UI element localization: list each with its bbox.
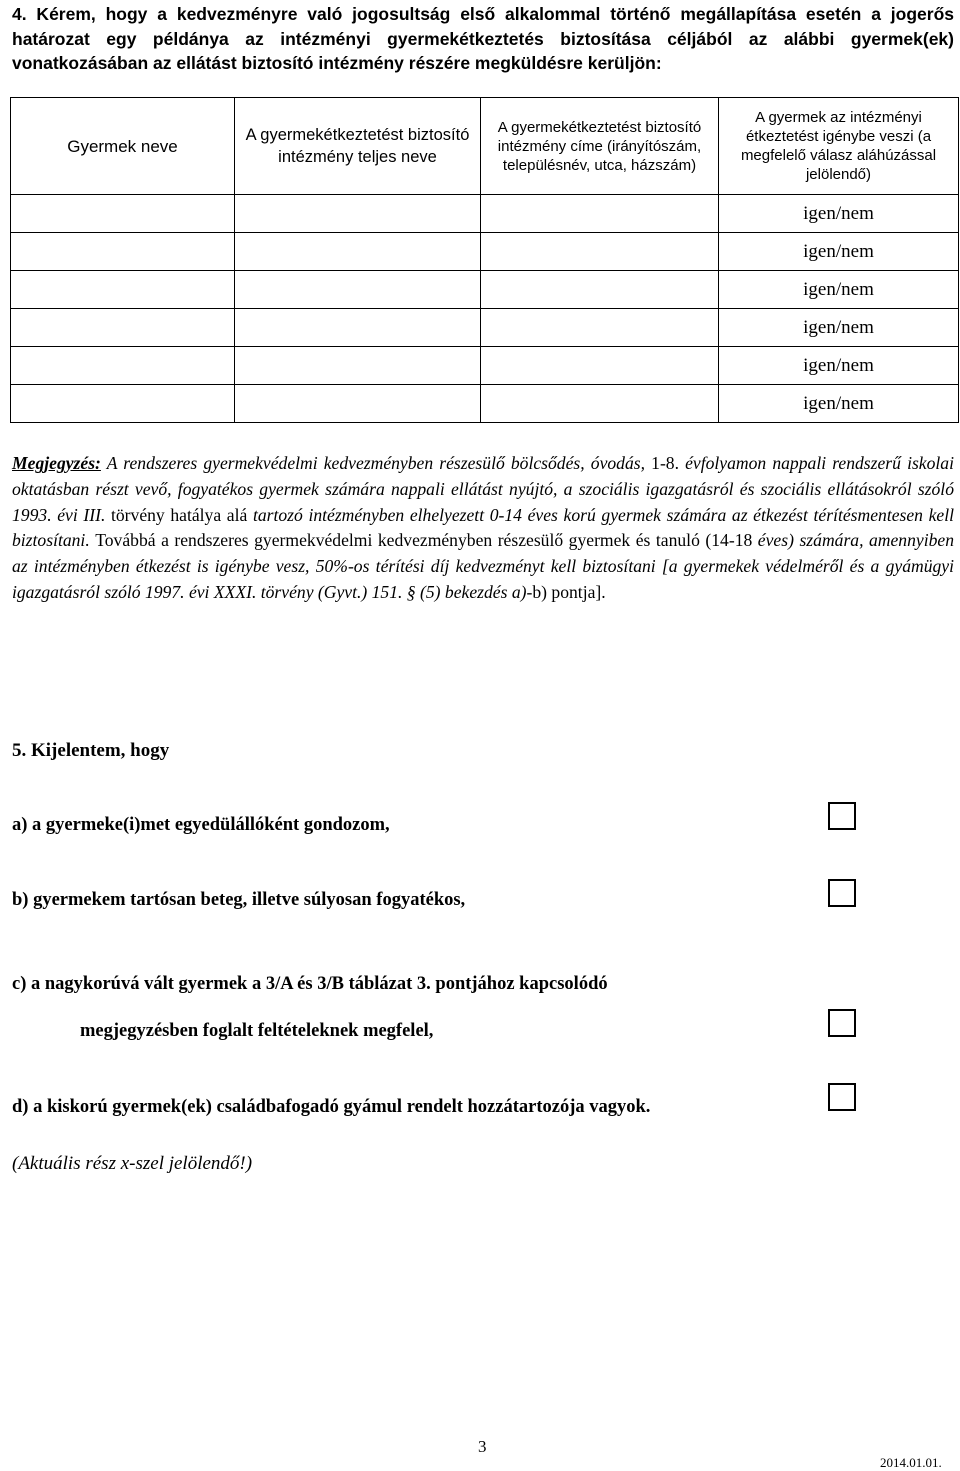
child-name-cell[interactable] (11, 233, 235, 271)
note-text: törvény hatálya alá (110, 504, 248, 525)
yes-no-cell[interactable]: igen/nem (719, 309, 959, 347)
note-text: Továbbá a rendszeres gyermekvédelmi kedvezményben részesülő gyermek és tanuló (14- (95, 530, 735, 551)
child-name-cell[interactable] (11, 347, 235, 385)
note-text: tartozó intézményben elhelyezett 0-14 éves korú gyermek számára az étkezést térítésmentesen kell biztosítani. (12, 504, 955, 551)
child-name-cell[interactable] (11, 385, 235, 423)
statement-a-checkbox[interactable] (828, 802, 856, 830)
header-institution-name: A gyermekétkeztetést biztosító intézmény teljes neve (235, 98, 481, 195)
section-4-heading: 4. Kérem, hogy a kedvezményre való jogosultság első alkalommal történő megállapítása esetén a jogerős határozat egy példánya az intézményi gyermekétkeztetés biztosítása céljából az alábbi gyermek(ek) vonatkozásában az ellátást biztosító intézmény részére megküldésre kerüljön: (12, 4, 954, 73)
header-child-name: Gyermek neve (11, 98, 235, 195)
note-text: évfolyamon nappali rendszerű iskolai oktatásban részt vevő, fogyatékos gyermek számára nappali ellátást nyújtó, a szociális igazgatásról és szociális ellátásokról szóló 1993. évi III. (12, 453, 954, 525)
yes-no-cell[interactable]: igen/nem (719, 195, 959, 233)
note-text: 18 (734, 530, 753, 551)
header-institution-address: A gyermekétkeztetést biztosító intézmény címe (irányítószám, településnév, utca, házszám) (481, 98, 719, 195)
mark-instruction: (Aktuális rész x-szel jelölendő!) (12, 1153, 253, 1174)
note-text: -b) pontja]. (526, 581, 606, 602)
statement-c-label-continued: megjegyzésben foglalt feltételeknek megfelel, (80, 1021, 434, 1041)
yes-no-cell[interactable]: igen/nem (719, 385, 959, 423)
table-row (11, 385, 959, 423)
yes-no-cell[interactable]: igen/nem (719, 271, 959, 309)
institution-name-cell[interactable] (235, 195, 481, 233)
institution-name-cell[interactable] (235, 385, 481, 423)
institution-address-cell[interactable] (481, 271, 719, 309)
note-text: A rendszeres gyermekvédelmi kedvezményben részesülő bölcsődés, óvodás, (100, 453, 652, 473)
institution-name-cell[interactable] (235, 233, 481, 271)
statement-a-label: a) a gyermeke(i)met egyedülállóként gondozom, (12, 815, 390, 835)
institution-address-cell[interactable] (481, 195, 719, 233)
table-row (11, 195, 959, 233)
page-number: 3 (478, 1437, 487, 1456)
institution-name-cell[interactable] (235, 271, 481, 309)
note-text: éves) számára, amennyiben az intézményben étkezést is igénybe vesz, 50%-os térítési díj kedvezményt kell biztosítani [a gyermekek védelméről és a gyámügyi igazgatásról szóló 1997. évi XXXI. törvény (Gyvt.) 151. § (5) bekezdés a) (12, 530, 955, 602)
institution-address-cell[interactable] (481, 347, 719, 385)
header-uses-meals: A gyermek az intézményi étkeztetést igénybe veszi (a megfelelő válasz aláhúzással jelölendő) (719, 98, 959, 195)
table-header-row (11, 98, 959, 195)
table-row (11, 309, 959, 347)
section-5-heading: 5. Kijelentem, hogy (12, 740, 170, 761)
table-row (11, 233, 959, 271)
statement-c-checkbox[interactable] (828, 1009, 856, 1037)
statement-d-checkbox[interactable] (828, 1083, 856, 1111)
institution-name-cell[interactable] (235, 309, 481, 347)
note-paragraph (12, 451, 954, 606)
footer-date: 2014.01.01. (880, 1455, 942, 1470)
table-row (11, 271, 959, 309)
yes-no-cell[interactable]: igen/nem (719, 233, 959, 271)
child-name-cell[interactable] (11, 309, 235, 347)
children-institution-table (10, 97, 959, 423)
yes-no-cell[interactable]: igen/nem (719, 347, 959, 385)
statement-c-label: c) a nagykorúvá vált gyermek a 3/A és 3/B táblázat 3. pontjához kapcsolódó (12, 974, 608, 994)
statement-d-label: d) a kiskorú gyermek(ek) családbafogadó gyámul rendelt hozzátartozója vagyok. (12, 1097, 651, 1117)
note-label: Megjegyzés: (12, 453, 101, 473)
institution-address-cell[interactable] (481, 385, 719, 423)
table-row (11, 347, 959, 385)
note-text: 1-8. (651, 453, 679, 473)
statement-b-checkbox[interactable] (828, 879, 856, 907)
child-name-cell[interactable] (11, 271, 235, 309)
institution-address-cell[interactable] (481, 309, 719, 347)
child-name-cell[interactable] (11, 195, 235, 233)
institution-address-cell[interactable] (481, 233, 719, 271)
institution-name-cell[interactable] (235, 347, 481, 385)
statement-b-label: b) gyermekem tartósan beteg, illetve súlyosan fogyatékos, (12, 890, 466, 910)
